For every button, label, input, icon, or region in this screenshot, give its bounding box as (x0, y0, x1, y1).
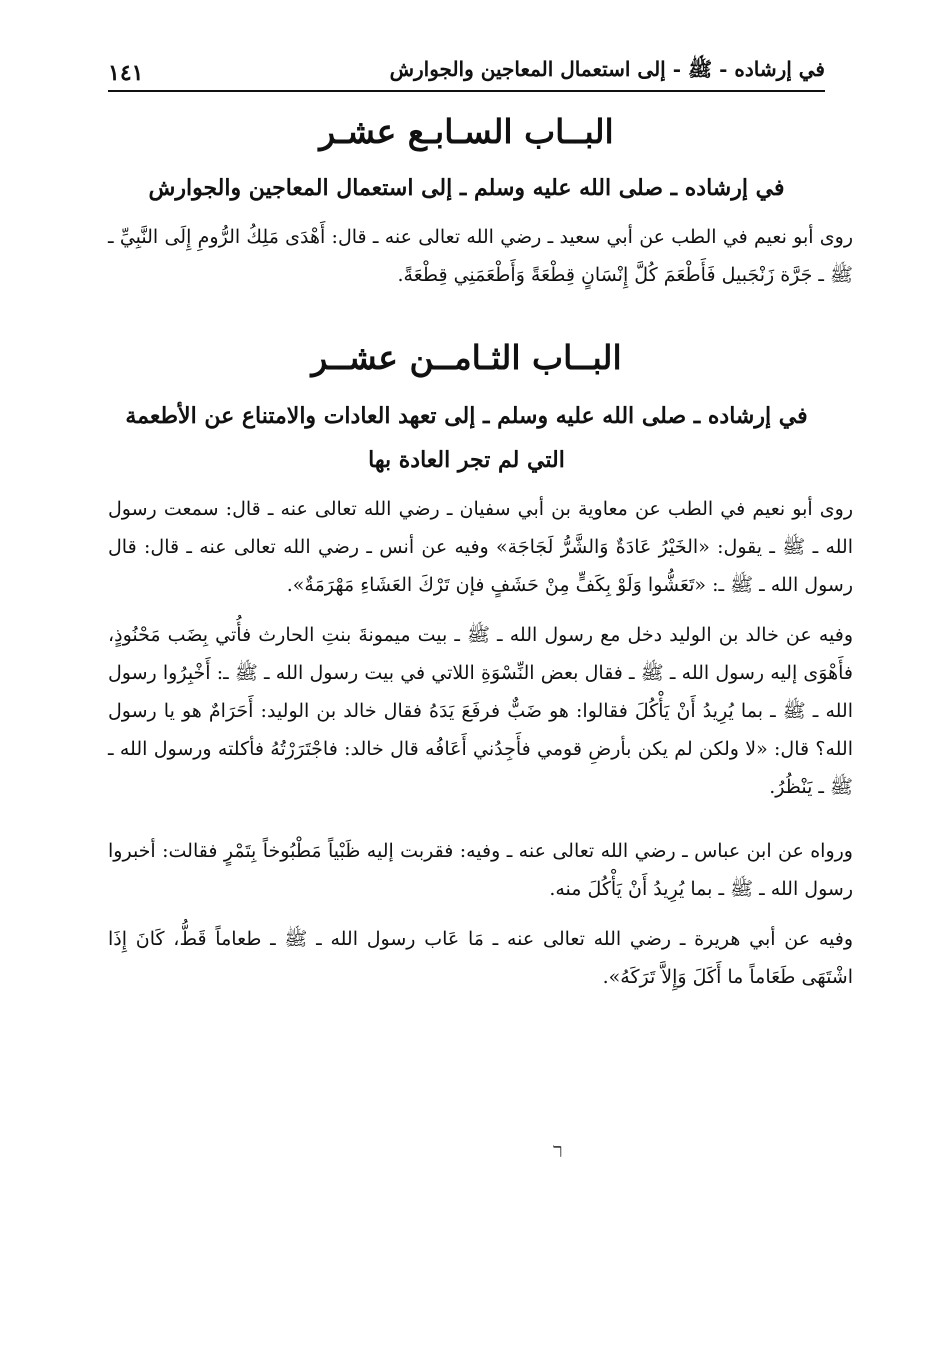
chapter-18-paragraph-4: وفيه عن أبي هريرة ـ رضي الله تعالى عنه ـ مَا عَاب رسول الله ـ ﷺ ـ طعاماً قَطُّ، كَانَ إِذَا اشْتَهَى طَعَاماً ما أَكَلَ وَإِلاَّ تَرَكَهُ». (108, 928, 853, 988)
chapter-18-subheading-line2: التي لم تجر العادة بها (368, 447, 565, 473)
chapter-17-subheading: في إرشاده ـ صلى الله عليه وسلم ـ إلى استعمال المعاجين والجوارش (148, 175, 785, 201)
chapter-17-heading: البــاب السـابـع عشـر (319, 112, 614, 151)
pencil-mark: ר (553, 1138, 563, 1162)
running-header (108, 52, 825, 92)
chapter-17-paragraph-1: روى أبو نعيم في الطب عن أبي سعيد ـ رضي الله تعالى عنه ـ قال: أَهْدَى مَلِكُ الرُّومِ إِلَى النَّبِيِّ ـ ﷺ ـ جَرَّة زَنْجَبيل فَأَطْعَمَ كُلَّ إِنْسَانٍ قِطْعَةً وَأَطْعَمَنِي قِطْعَةً. (108, 226, 853, 286)
chapter-18-paragraph-3: ورواه عن ابن عباس ـ رضي الله تعالى عنه ـ وفيه: فقربت إليه ظَبْياً مَطْبُوخاً بِتَمْرٍ فقالت: أخبروا رسول الله ـ ﷺ ـ بما يُرِيدُ أَنْ يَأْكُلَ منه. (108, 840, 853, 900)
running-title: في إرشاده - ﷺ - إلى استعمال المعاجين والجوارش (389, 57, 825, 81)
chapter-18-subheading-line1: في إرشاده ـ صلى الله عليه وسلم ـ إلى تعهد العادات والامتناع عن الأطعمة (125, 403, 808, 429)
chapter-18-paragraph-2: وفيه عن خالد بن الوليد دخل مع رسول الله ـ ﷺ ـ بيت ميمونةَ بنتِ الحارث فأُتي بِضَب مَحْنُوذٍ، فأَهْوَى إليه رسول الله ـ ﷺ ـ فقال بعض النِّسْوَةِ اللاتي في بيت رسول الله ـ ﷺ ـ: أَخْبِرُوا رسول الله ـ ﷺ ـ بما يُرِيدُ أَنْ يَأْكُلَ فقالوا: هو ضَبٌّ فرفَعَ يَدَهُ فقال خالد بن الوليد: أَحَرَامٌ هو يا رسول الله؟ قال: «لا ولكن لم يكن بأرضِ قومي فأَجِدُني أَعَافُه قال خالد: فاجْتَرَرْتُهُ فأكلته ورسول الله ـ ﷺ ـ يَنْظُرُ. (108, 624, 853, 798)
chapter-18-paragraph-1: روى أبو نعيم في الطب عن معاوية بن أبي سفيان ـ رضي الله تعالى عنه ـ قال: سمعت رسول الله ـ ﷺ ـ يقول: «الخَيْرُ عَادَةٌ وَالشَّرُّ لَجَاجَة» وفيه عن أنس ـ رضي الله تعالى عنه ـ قال: قال رسول الله ـ ﷺ ـ: «تَعَشُّوا وَلَوْ بِكَفٍّ مِنْ حَشَفٍ فإن تَرْكَ العَشَاءِ مَهْرَمَةٌ». (108, 498, 853, 596)
chapter-18-heading: البــاب الثـامــن عشــر (311, 338, 622, 377)
page-number: ١٤١ (108, 60, 144, 86)
